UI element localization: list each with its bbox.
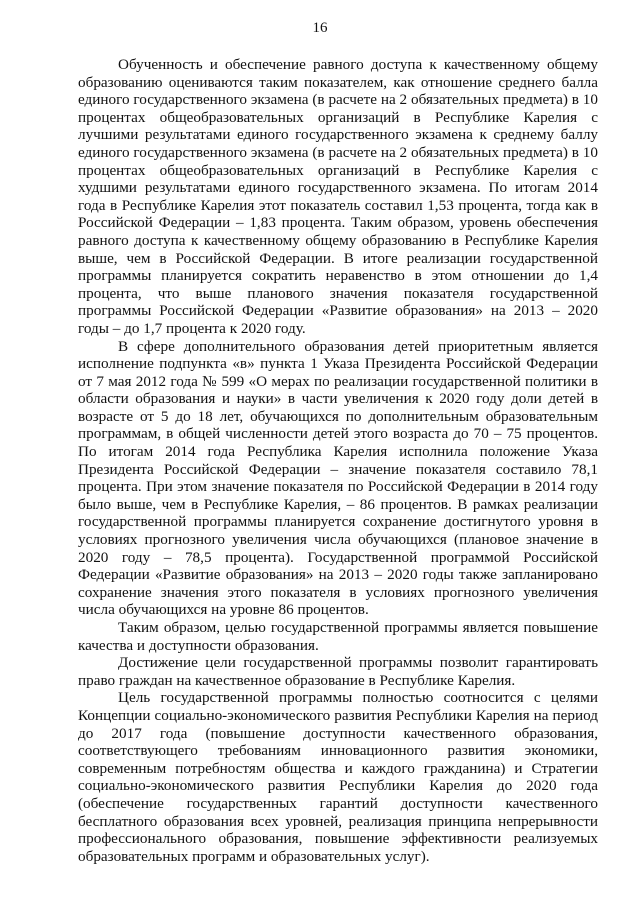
paragraph-additional-education: В сфере дополнительного образования детей приоритетным является исполнение подпункта «в» пункта 1 Указа Президента Российской Федерации от 7 мая 2012 года № 599 «О мерах по реализации государственной политики в области образования и науки» в части увеличения к 2020 году доли детей в возрасте от 5 до 18 лет, обучающихся по дополнительным образовательным программам, в общей численности детей этого возраста до 70 – 75 процентов. По итогам 2014 года Республика Карелия исполнила положение Указа Президента Российской Федерации – значение показателя составило 78,1 процента. При этом значение показателя по Российской Федерации в 2014 году было выше, чем в Республике Карелия, – 86 процентов. В рамках реализации государственной программы планируется сохранение достигнутого уровня в условиях прогнозного увеличения числа обучающихся (плановое значение в 2020 году – 78,5 процента). Государственной программой Российской Федерации «Развитие образования» на 2013 – 2020 годы также запланировано сохранение значения этого показателя в условиях прогнозного увеличения числа обучающихся на уровне 86 процентов. [78,337,598,619]
page-number: 16 [312,20,328,36]
paragraph-concept-alignment: Цель государственной программы полностью соотносится с целями Концепции социально-экономического развития Республики Карелия на период до 2017 года (повышение доступности качественного образования, соответствующего требованиям инновационного развития экономики, современным потребностям общества и каждого гражданина) и Стратегии социально-экономического развития Республики Карелия до 2020 года (обеспечение государственных гарантий доступности качественного бесплатного образования всех уровней, реализация принципа непрерывности профессионального образования, повышение эффективности реализуемых образовательных программ и образовательных услуг). [78,689,598,865]
paragraph-program-goal: Таким образом, целью государственной программы является повышение качества и доступности образования. [78,619,598,654]
document-body [78,56,598,865]
paragraph-goal-achievement: Достижение цели государственной программы позволит гарантировать право граждан на качественное образование в Республике Карелия. [78,654,598,689]
paragraph-education-equality: Обученность и обеспечение равного доступа к качественному общему образованию оцениваются таким показателем, как отношение среднего балла единого государственного экзамена (в расчете на 2 обязательных предмета) в 10 процентах общеобразовательных организаций в Республике Карелия с лучшими результатами единого государственного экзамена к среднему баллу единого государственного экзамена (в расчете на 2 обязательных предмета) в 10 процентах общеобразовательных организаций в Республике Карелия с худшими результатами единого государственного экзамена. По итогам 2014 года в Республике Карелия этот показатель составил 1,53 процента, тогда как в Российской Федерации – 1,83 процента. Таким образом, уровень обеспечения равного доступа к качественному общему образованию в Республике Карелия выше, чем в Российской Федерации. В итоге реализации государственной программы планируется сократить неравенство в этом отношении до 1,4 процента, что выше планового значения показателя государственной программы Российской Федерации «Развитие образования» на 2013 – 2020 годы – до 1,7 процента к 2020 году. [78,56,598,337]
